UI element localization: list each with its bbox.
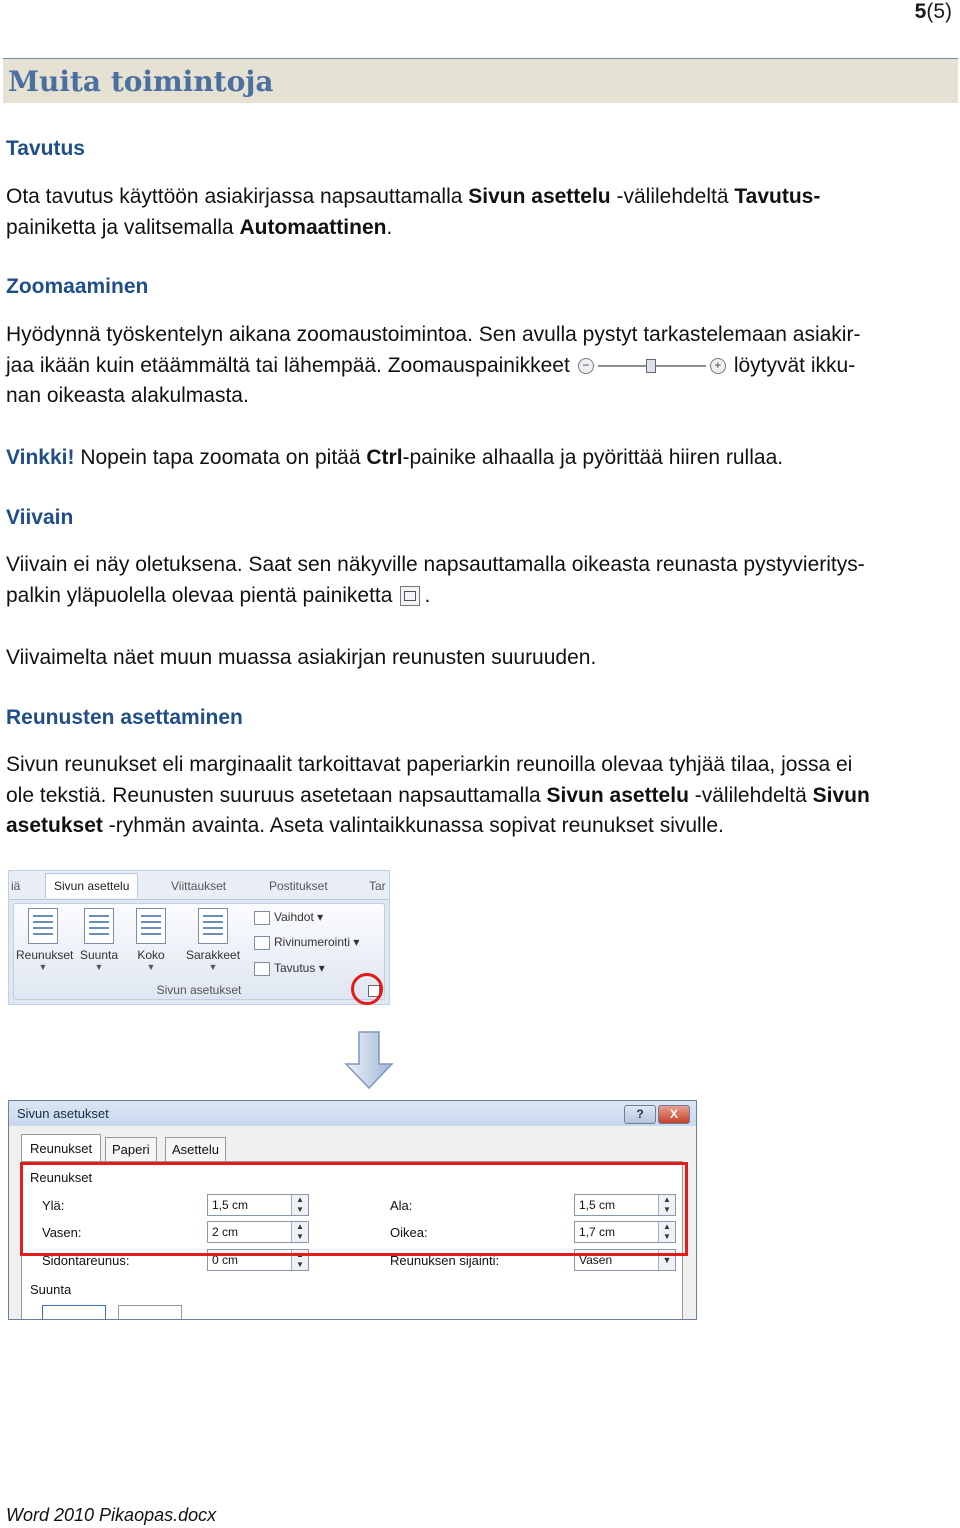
footer-filename: Word 2010 Pikaopas.docx <box>6 1505 217 1525</box>
section-reunukset: Reunukset <box>30 1170 93 1185</box>
close-button[interactable]: X <box>658 1105 690 1124</box>
ribbon-group-sivun-asetukset <box>13 903 385 1000</box>
landscape-option[interactable] <box>118 1305 182 1320</box>
ribbon-tab[interactable]: Tar <box>369 879 386 893</box>
portrait-option[interactable] <box>42 1305 106 1320</box>
oikea-field[interactable]: 1,7 cm ▲ ▼ <box>574 1221 676 1243</box>
dialog-title: Sivun asetukset <box>17 1106 109 1121</box>
heading-reunusten-asettaminen: Reunusten asettaminen <box>6 706 243 729</box>
ribbon-tab[interactable]: iä <box>11 879 21 893</box>
reunuksen-sijainti-select[interactable]: Vasen ▼ <box>574 1249 676 1271</box>
label-sidontareunus: Sidontareunus: <box>42 1253 130 1268</box>
yla-field[interactable]: 1,5 cm ▲ ▼ <box>207 1194 309 1216</box>
hyphenation-icon <box>254 962 270 976</box>
ribbon-tab-sivun-asettelu[interactable]: Sivun asettelu <box>45 873 138 898</box>
ribbon-tab-postitukset[interactable]: Postitukset <box>269 879 328 893</box>
highlight-box <box>20 1162 688 1256</box>
help-button[interactable]: ? <box>624 1105 656 1124</box>
ribbon-tabs <box>9 871 389 900</box>
page-title: Muita toimintoja <box>8 65 274 98</box>
dialog-titlebar <box>9 1101 696 1126</box>
line-numbers-button[interactable]: Rivinumerointi ▾ <box>254 935 359 950</box>
paragraph-tavutus: Ota tavutus käyttöön asiakirjassa napsauttamalla Sivun asettelu -välilehdeltä Tavutus- painiketta ja valitsemalla Automaattinen. <box>6 185 821 239</box>
ruler-button-icon <box>400 586 420 606</box>
label-oikea: Oikea: <box>390 1225 428 1240</box>
zoom-slider-icon: − + <box>576 357 728 375</box>
tab-asettelu[interactable]: Asettelu <box>165 1137 226 1161</box>
section-suunta: Suunta <box>30 1282 72 1297</box>
ala-field[interactable]: 1,5 cm ▲ ▼ <box>574 1194 676 1216</box>
vasen-field[interactable]: 2 cm ▲ ▼ <box>207 1221 309 1243</box>
label-ala: Ala: <box>390 1198 413 1213</box>
label-vasen: Vasen: <box>42 1225 82 1240</box>
columns-icon <box>198 908 228 944</box>
highlight-circle <box>351 973 383 1005</box>
paragraph-reunusten: Sivun reunukset eli marginaalit tarkoittavat paperiarkin reunoilla olevaa tyhjää tilaa, jossa ei ole tekstiä. Reunusten suuruus asetetaan napsauttamalla Sivun asettelu -välilehdeltä Sivun asetukset -ryhmän avainta. Aseta valintaikkunassa sopivat reunukset sivulle. <box>6 753 870 837</box>
page-number: 5(5) <box>914 0 952 23</box>
down-arrow-icon <box>344 1030 394 1090</box>
breaks-icon <box>254 911 270 925</box>
sidontareunus-field[interactable]: 0 cm ▲ ▼ <box>207 1249 309 1271</box>
breaks-button[interactable]: Vaihdot ▾ <box>254 910 323 925</box>
size-button[interactable]: Koko ▼ <box>124 908 178 972</box>
paragraph-viivain: Viivain ei näy oletuksena. Saat sen näkyville napsauttamalla oikeasta reunasta pystyvieritys- palkin yläpuolella olevaa pientä painiketta . <box>6 553 865 607</box>
line-numbers-icon <box>254 936 270 950</box>
hyphenation-button[interactable]: Tavutus ▾ <box>254 961 325 976</box>
paragraph-zoomaaminen: Hyödynnä työskentelyn aikana zoomaustoimintoa. Sen avulla pystyt tarkastelemaan asiakir- jaa ikään kuin etäämmältä tai lähempää. Zoomauspainikkeet − + löytyvät ikku- nan oikeasta alakulmasta. <box>6 323 861 407</box>
size-icon <box>136 908 166 944</box>
label-yla: Ylä: <box>42 1198 65 1213</box>
orientation-button[interactable]: Suunta ▼ <box>72 908 126 972</box>
heading-viivain: Viivain <box>6 506 74 529</box>
heading-zoomaaminen: Zoomaaminen <box>6 275 149 298</box>
group-label: Sivun asetukset <box>156 983 242 997</box>
columns-button[interactable]: Sarakkeet ▼ <box>186 908 240 972</box>
heading-tavutus: Tavutus <box>6 137 85 160</box>
tab-paperi[interactable]: Paperi <box>105 1137 157 1161</box>
tab-reunukset[interactable]: Reunukset <box>21 1134 101 1162</box>
paragraph-vinkki: Vinkki! Nopein tapa zoomata on pitää Ctrl-painike alhaalla ja pyörittää hiiren rullaa. <box>6 446 784 469</box>
paragraph-viivain-2: Viivaimelta näet muun muassa asiakirjan reunusten suuruuden. <box>6 646 597 669</box>
ribbon-tab-viittaukset[interactable]: Viittaukset <box>171 879 227 893</box>
ribbon-screenshot <box>8 870 390 1005</box>
orientation-icon <box>84 908 114 944</box>
section-title-bar <box>3 58 958 103</box>
margins-button[interactable]: Reunukset ▼ <box>16 908 70 972</box>
margins-icon <box>28 908 58 944</box>
label-reunuksen-sijainti: Reunuksen sijainti: <box>390 1253 500 1268</box>
